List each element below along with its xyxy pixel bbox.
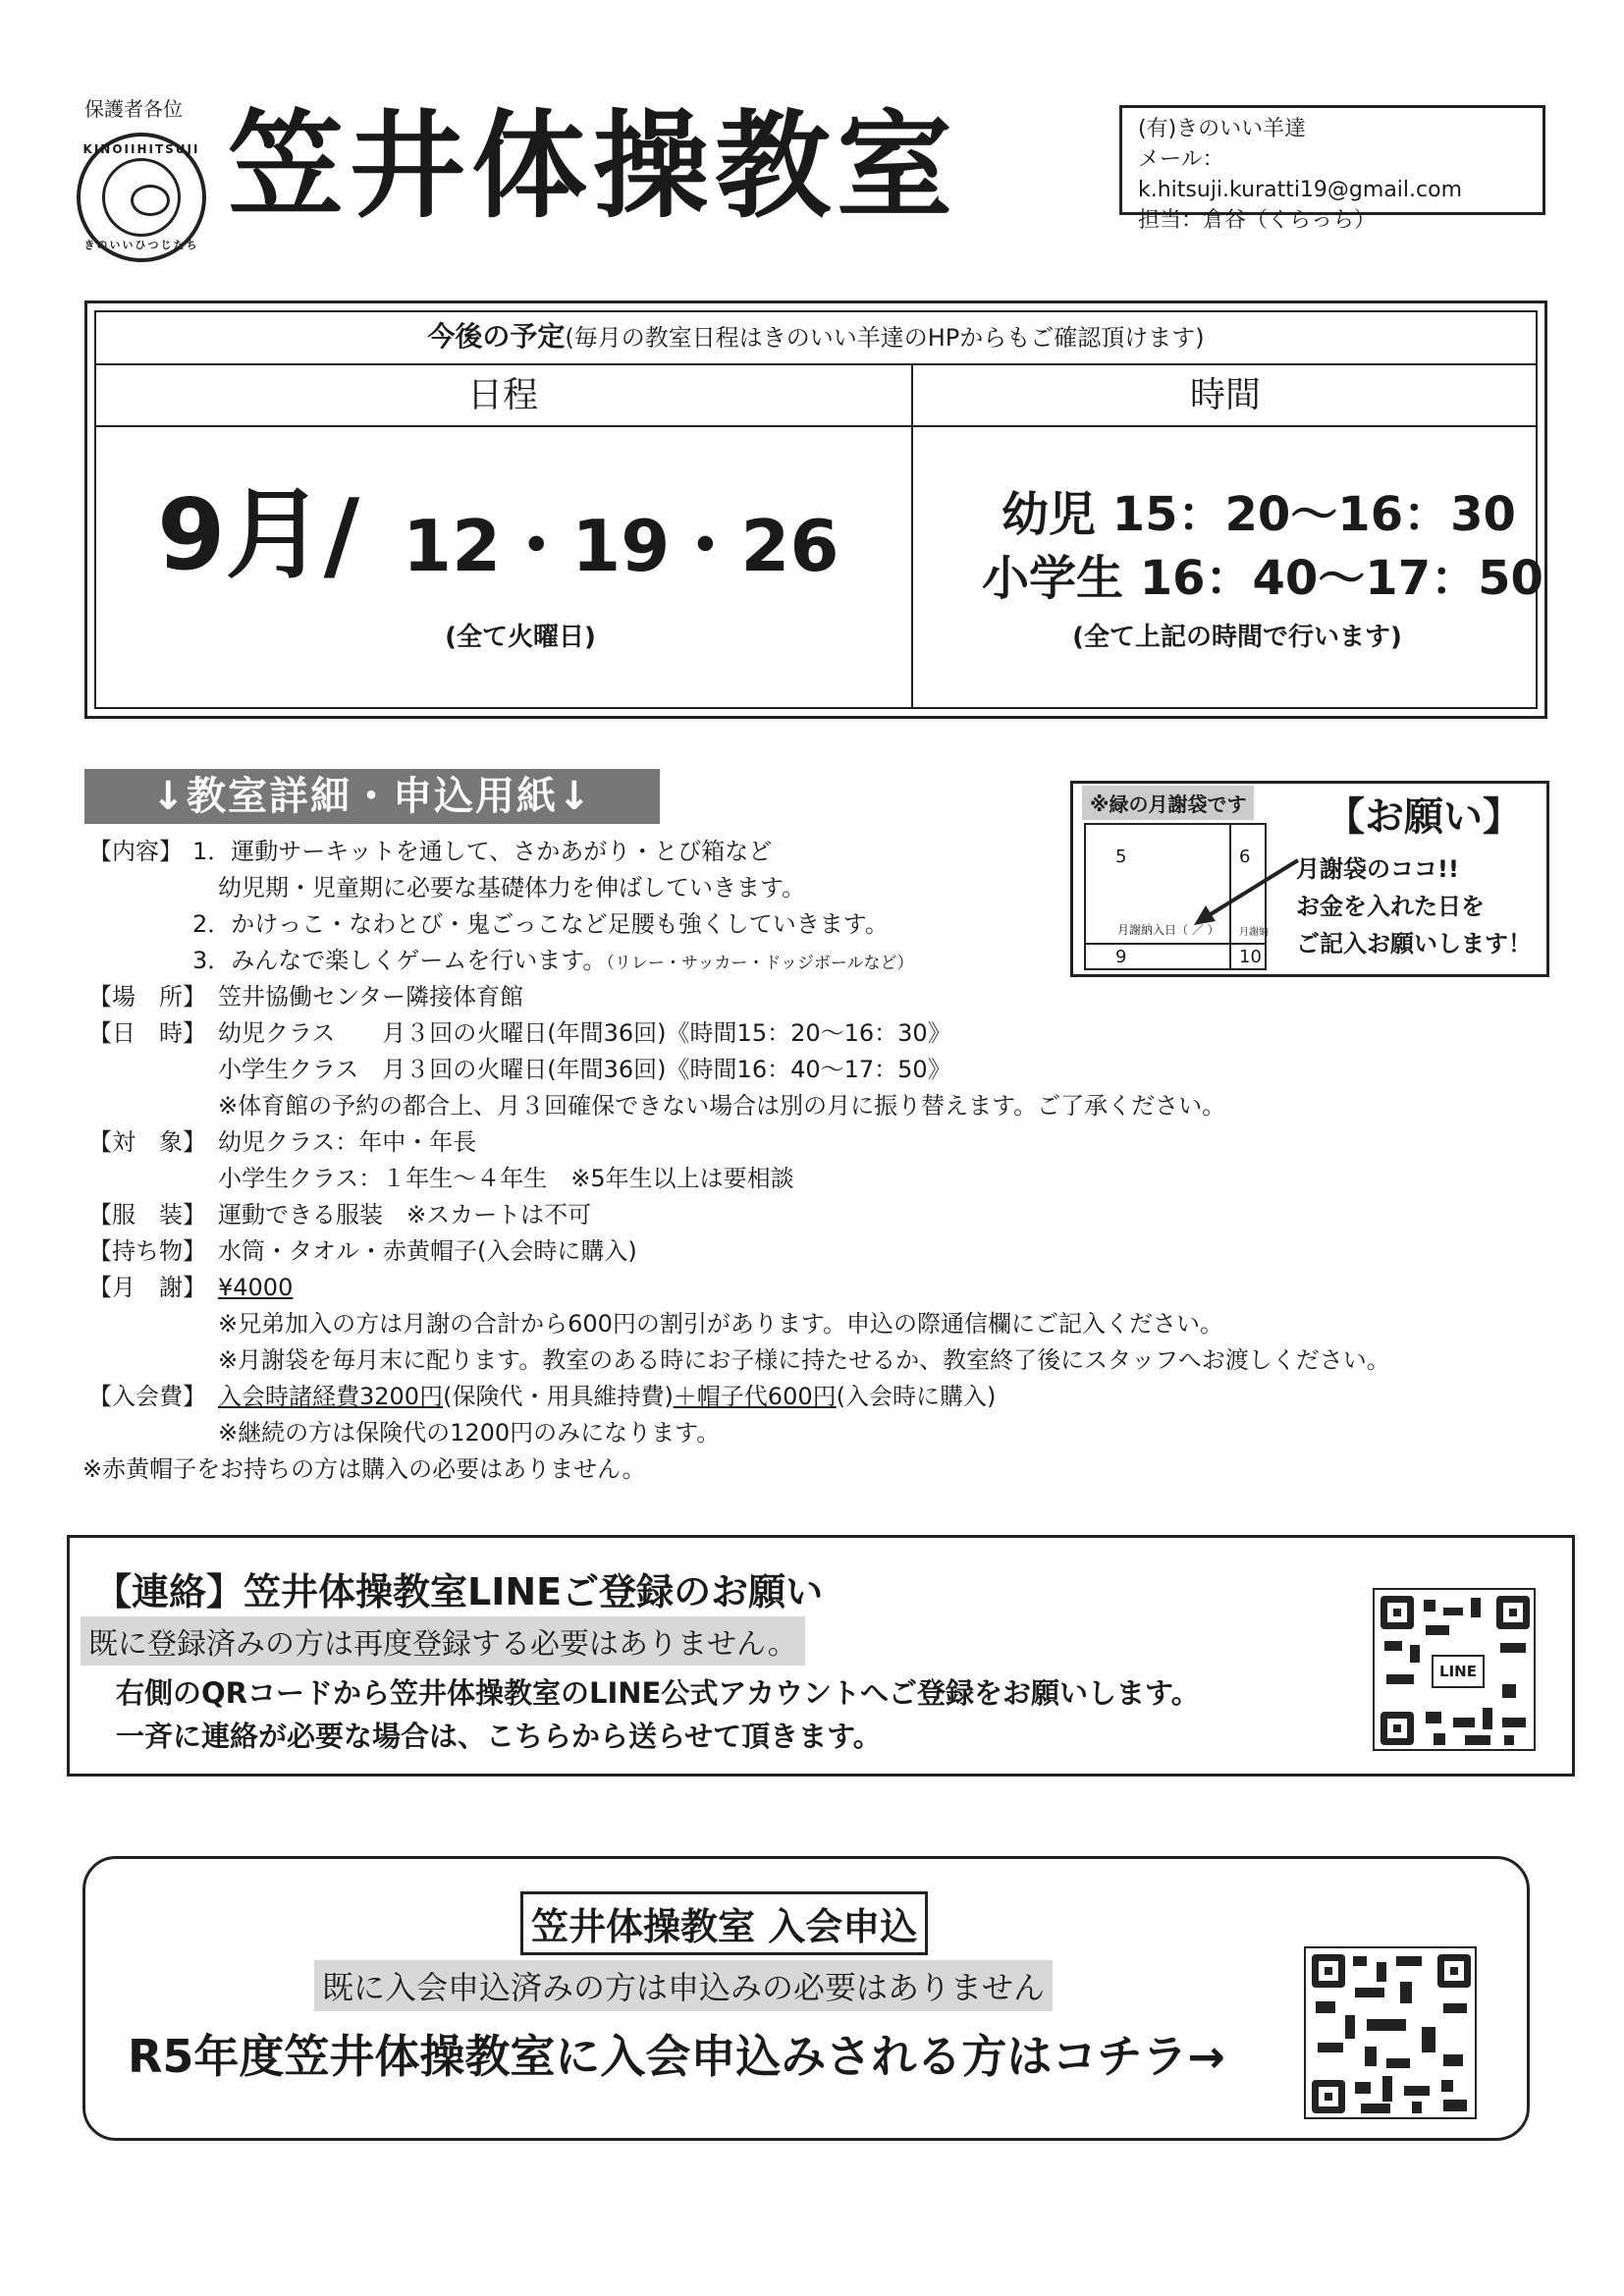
- items-value: 水筒・タオル・赤黄帽子(入会時に購入): [218, 1237, 637, 1265]
- envelope-cell: 10: [1239, 947, 1262, 967]
- items-label: 【持ち物】: [88, 1237, 206, 1265]
- qr-module: [1396, 1956, 1422, 1966]
- sheep-icon: [102, 158, 181, 237]
- contact-box: [1119, 105, 1545, 233]
- qr-module: [1377, 1962, 1386, 1982]
- line-registration-note: 既に登録済みの方は再度登録する必要はありません。: [81, 1616, 805, 1666]
- arrow-icon: [1188, 854, 1306, 933]
- qr-module: [1443, 2003, 1467, 2013]
- qr-module: [1500, 1643, 1526, 1653]
- admission-link-text[interactable]: R5年度笠井体操教室に入会申込みされる方はコチラ→: [128, 2030, 1225, 2083]
- time-elementary: 小学生 16：40〜17：50: [982, 551, 1543, 606]
- qr-module: [1453, 1718, 1475, 1727]
- clothes-label: 【服 装】: [88, 1201, 206, 1229]
- fee-value: ¥4000: [218, 1274, 294, 1301]
- qr-module: [1410, 1645, 1420, 1663]
- line-registration-text: 右側のQRコードから笠井体操教室のLINE公式アカウントへご登録をお願いします。: [116, 1676, 1200, 1710]
- qr-module: [1345, 2015, 1355, 2039]
- contact-email: メール：k.hitsuji.kuratti19@gmail.com: [1138, 147, 1463, 202]
- schedule-heading-title: 今後の予定: [427, 320, 566, 353]
- schedule-dates: 12・19・26: [403, 505, 839, 587]
- time-label: 【日 時】: [88, 1019, 206, 1047]
- request-text: [1296, 850, 1532, 962]
- schedule-heading-note: (毎月の教室日程はきのいい羊達のHPからもご確認頂けます): [565, 324, 1205, 352]
- schedule-date-note: (全て火曜日): [445, 623, 596, 652]
- entry-fee-value: [218, 1380, 996, 1414]
- request-line: 月謝袋のココ!!: [1296, 855, 1459, 883]
- entry-fee-cost: 入会時諸経費3200円: [218, 1383, 444, 1410]
- fee-label: 【月 謝】: [88, 1274, 206, 1301]
- envelope-cell: 6: [1239, 847, 1251, 867]
- qr-module: [1412, 2102, 1422, 2113]
- qr-module: [1367, 2019, 1406, 2031]
- qr-module: [1355, 1988, 1384, 1997]
- qr-module: [1355, 2082, 1371, 2094]
- entry-fee-note: ※継続の方は保険代の1200円のみになります。: [218, 1419, 721, 1447]
- envelope-paid-date: 月謝納入日（ ／ ）: [1117, 923, 1219, 937]
- qr-module: [1382, 2076, 1392, 2102]
- logo-subtext: きのいいひつじたち: [83, 239, 199, 251]
- entry-fee-label: 【入会費】: [88, 1383, 206, 1410]
- logo-text: KINOIIHITSUJI: [82, 142, 200, 156]
- time-infant-class: 幼児クラス 月３回の火曜日(年間36回)《時間15：20〜16：30》: [218, 1019, 951, 1047]
- target-elementary: 小学生クラス：１年生〜４年生 ※5年生以上は要相談: [218, 1165, 794, 1192]
- row-divider: [94, 425, 1538, 427]
- qr-module: [1465, 1735, 1490, 1745]
- qr-module: [1316, 2001, 1335, 2013]
- admission-note: 既に入会申込済みの方は申込みの必要はありません: [314, 1960, 1053, 2011]
- qr-module: [1422, 2027, 1435, 2052]
- qr-module: [1471, 1598, 1481, 1617]
- qr-module: [1483, 1708, 1492, 1729]
- schedule-time-note: (全て上記の時間で行います): [1072, 623, 1402, 652]
- qr-module: [1318, 2043, 1343, 2052]
- envelope-cell: 9: [1115, 947, 1127, 967]
- qr-module: [1504, 1735, 1514, 1745]
- qr-finder: [1496, 1596, 1530, 1629]
- target-infant: 幼児クラス：年中・年長: [218, 1128, 477, 1156]
- qr-module: [1404, 2086, 1430, 2096]
- qr-module: [1386, 1674, 1414, 1684]
- qr-finder: [1380, 1596, 1414, 1629]
- content-item-1b: 幼児期・児童期に必要な基礎体力を伸ばしていきます。: [218, 874, 806, 902]
- content-item-1: 1．運動サーキットを通して、さかあがり・とび箱など: [192, 838, 773, 865]
- audience-label: 保護者各位: [84, 97, 183, 121]
- place-value: 笠井協働センター隣接体育館: [218, 983, 524, 1011]
- entry-fee-hat-note: (入会時に購入): [836, 1383, 997, 1410]
- qr-module: [1424, 1600, 1435, 1612]
- envelope-paid-short: 月謝納: [1239, 927, 1269, 938]
- hat-note: ※赤黄帽子をお持ちの方は購入の必要はありません。: [82, 1455, 646, 1483]
- content-item-2: 2．かけっこ・なわとび・鬼ごっこなど足腰も強くしていきます。: [192, 910, 889, 938]
- admission-title: 笠井体操教室 入会申込: [520, 1891, 928, 1955]
- fee-note-envelope: ※月謝袋を毎月末に配ります。教室のある時にお子様に持たせるか、教室終了後にスタッフへお渡しください。: [218, 1346, 1390, 1374]
- column-header-date: 日程: [466, 375, 538, 415]
- contact-person: 担当：倉谷（くらっち）: [1138, 208, 1377, 233]
- qr-module: [1502, 1684, 1516, 1698]
- schedule-month: 9月/: [157, 477, 360, 592]
- request-title: 【お願い】: [1326, 794, 1522, 840]
- qr-module: [1434, 1733, 1445, 1745]
- qr-module: [1441, 2080, 1453, 2092]
- place-label: 【場 所】: [88, 983, 206, 1011]
- qr-finder: [1380, 1712, 1414, 1745]
- qr-module: [1443, 2054, 1463, 2066]
- line-qr-code[interactable]: [1373, 1588, 1536, 1751]
- envelope-grid-line: [1084, 943, 1267, 945]
- qr-module: [1384, 1641, 1402, 1651]
- content-item-3-text: 3．みんなで楽しくゲームを行います。: [192, 947, 607, 974]
- content-label: 【内容】: [88, 838, 183, 865]
- request-line: お金を入れた日を: [1296, 893, 1485, 920]
- fee-note-sibling: ※兄弟加入の方は月謝の合計から600円の割引があります。申込の際通信欄にご記入ください。: [218, 1310, 1223, 1338]
- qr-module: [1443, 2100, 1467, 2111]
- qr-module: [1502, 1718, 1526, 1727]
- company-name: (有)きのいい羊達: [1138, 117, 1307, 141]
- envelope-cell: 5: [1115, 847, 1127, 867]
- request-line: ご記入お願いします！: [1296, 930, 1532, 957]
- qr-module: [1353, 1956, 1367, 1966]
- content-item-3: [192, 944, 914, 981]
- content-item-3-note: （リレー・サッカー・ドッジボールなど）: [606, 954, 914, 973]
- time-infant: 幼児 15：20〜16：30: [1001, 487, 1516, 542]
- details-heading: ↓教室詳細・申込用紙↓: [84, 769, 660, 824]
- qr-module: [1426, 1625, 1449, 1635]
- line-registration-title: 【連絡】笠井体操教室LINEご登録のお願い: [94, 1570, 824, 1613]
- logo: [77, 133, 206, 262]
- time-note: ※体育館の予約の都合上、月３回確保できない場合は別の月に振り替えます。ご了承ください。: [218, 1092, 1226, 1120]
- qr-module: [1400, 1982, 1412, 2003]
- qr-module: [1361, 2104, 1390, 2113]
- qr-finder: [1312, 2080, 1345, 2113]
- qr-module: [1365, 2047, 1377, 2066]
- qr-finder: [1437, 1954, 1471, 1988]
- clothes-value: 運動できる服装 ※スカートは不可: [218, 1201, 592, 1229]
- column-header-time: 時間: [1189, 375, 1261, 415]
- qr-line-label: LINE: [1432, 1655, 1485, 1688]
- target-label: 【対 象】: [88, 1128, 206, 1156]
- qr-module: [1386, 2058, 1410, 2068]
- line-registration-text: 一斉に連絡が必要な場合は、こちらから送らせて頂きます。: [116, 1720, 882, 1753]
- qr-module: [1426, 1712, 1441, 1723]
- time-elementary-class: 小学生クラス 月３回の火曜日(年間36回)《時間16：40〜17：50》: [218, 1056, 951, 1083]
- admission-qr-code[interactable]: [1304, 1946, 1477, 2119]
- qr-module: [1443, 1608, 1463, 1615]
- schedule-heading: [94, 310, 1538, 365]
- envelope-label: ※緑の月謝袋です: [1082, 786, 1254, 820]
- entry-fee-cost-note: (保険代・用具維持費): [443, 1383, 674, 1410]
- entry-fee-hat: ＋帽子代600円: [673, 1383, 837, 1410]
- qr-finder: [1312, 1954, 1345, 1988]
- page-title: 笠井体操教室: [228, 98, 959, 234]
